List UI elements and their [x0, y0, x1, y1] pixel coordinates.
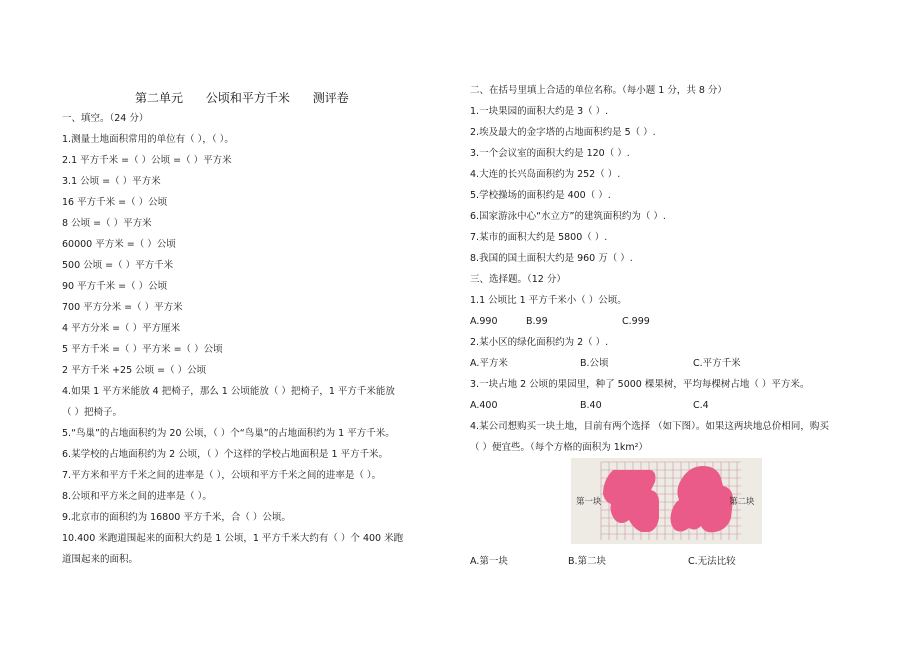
question-line: 1.一块果园的面积大约是 3（ ）. [470, 106, 609, 117]
question-line: （ ）便宜些。（每个方格的面积为 1km²） [470, 442, 648, 453]
option-b: B.公顷 [580, 358, 609, 369]
question-line: 4.某公司想购买一块土地，目前有两个选择 （如下图）。如果这两块地总价相同，购买 [470, 421, 829, 432]
option-a: A.990 [470, 316, 498, 327]
question-line: 2.1 平方千米 =（ ）公顷 =（ ）平方米 [62, 155, 232, 166]
question-line: 道围起来的面积。 [62, 554, 139, 565]
first-plot-label: 第一块 [576, 497, 602, 507]
question-line: 5 平方千米 =（ ）平方米 =（ ）公顷 [62, 344, 223, 355]
left-column [62, 108, 457, 570]
question-line: 2.埃及最大的金字塔的占地面积约是 5（ ）. [470, 127, 656, 138]
question-line: 5.学校操场的面积约是 400（ ）. [470, 190, 611, 201]
option-c: C.999 [622, 316, 650, 327]
option-a: A.第一块 [470, 556, 508, 567]
option-b: B.99 [526, 316, 548, 327]
question-line: 8 公顷 =（ ）平方米 [62, 218, 152, 229]
answer-options-q4 [470, 551, 860, 572]
second-plot-label: 第二块 [729, 497, 755, 507]
right-column [470, 80, 860, 458]
section-heading-fill: 一、填空。（24 分） [62, 113, 149, 124]
question-line: 2 平方千米 +25 公顷 =（ ）公顷 [62, 365, 207, 376]
question-line: 8.我国的国土面积大约是 960 万（ ）. [470, 253, 633, 264]
option-b: B.40 [580, 400, 602, 411]
question-line: 6.国家游泳中心“水立方”的建筑面积约为（ ）. [470, 211, 666, 222]
section-heading-choice: 三、选择题。（12 分） [470, 274, 566, 285]
question-line: 4.如果 1 平方米能放 4 把椅子，那么 1 公顷能放（ ）把椅子，1 平方千米能放 [62, 386, 395, 397]
page-title: 第二单元 公顷和平方千米 测评卷 [135, 91, 349, 105]
grid-figure-svg [571, 458, 762, 544]
question-line: 1.测量土地面积常用的单位有（ ），（ ）。 [62, 134, 234, 145]
option-b: B.第二块 [568, 556, 607, 567]
question-line: 8.公顷和平方米之间的进率是（ ）。 [62, 491, 212, 502]
land-plot-figure [571, 458, 762, 544]
question-line: （ ）把椅子。 [62, 407, 123, 418]
question-line: 60000 平方米 =（ ）公顷 [62, 239, 176, 250]
question-line: 3.1 公顷 =（ ）平方米 [62, 176, 161, 187]
question-line: 700 平方分米 =（ ）平方米 [62, 302, 183, 313]
question-line: 3.一块占地 2 公顷的果园里，种了 5000 棵果树，平均每棵树占地（ ）平方米。 [470, 379, 810, 390]
question-line: 5.“鸟巢”的占地面积约为 20 公顷，（ ）个“鸟巢”的占地面积约为 1 平方千米。 [62, 428, 395, 439]
option-c: C.无法比较 [688, 556, 736, 567]
question-line: 500 公顷 =（ ）平方千米 [62, 260, 174, 271]
answer-options [470, 353, 860, 374]
question-line: 1.1 公顷比 1 平方千米小（ ）公顷。 [470, 295, 627, 306]
question-line: 4.大连的长兴岛面积约为 252（ ）. [470, 169, 621, 180]
question-line: 6.某学校的占地面积约为 2 公顷，（ ）个这样的学校占地面积是 1 平方千米。 [62, 449, 389, 460]
option-c: C.平方千米 [693, 358, 741, 369]
option-c: C.4 [693, 400, 709, 411]
question-line: 4 平方分米 =（ ）平方厘米 [62, 323, 181, 334]
question-line: 7.平方米和平方千米之间的进率是（ ），公顷和平方千米之间的进率是（ ）。 [62, 470, 382, 481]
question-line: 2.某小区的绿化面积约为 2（ ）. [470, 337, 609, 348]
option-a: A.平方米 [470, 358, 508, 369]
question-line: 3.一个会议室的面积大约是 120（ ）. [470, 148, 630, 159]
question-line: 9.北京市的面积约为 16800 平方千米，合（ ）公顷。 [62, 512, 291, 523]
question-line: 16 平方千米 =（ ）公顷 [62, 197, 168, 208]
question-line: 10.400 米跑道围起来的面积大约是 1 公顷，1 平方千米大约有（ ）个 400 米跑 [62, 533, 404, 544]
question-line: 90 平方千米 =（ ）公顷 [62, 281, 168, 292]
section-heading-units: 二、在括号里填上合适的单位名称。（每小题 1 分，共 8 分） [470, 85, 727, 96]
answer-options [470, 395, 860, 416]
question-line: 7.某市的面积大约是 5800（ ）. [470, 232, 608, 243]
answer-options [470, 311, 860, 332]
option-a: A.400 [470, 400, 498, 411]
